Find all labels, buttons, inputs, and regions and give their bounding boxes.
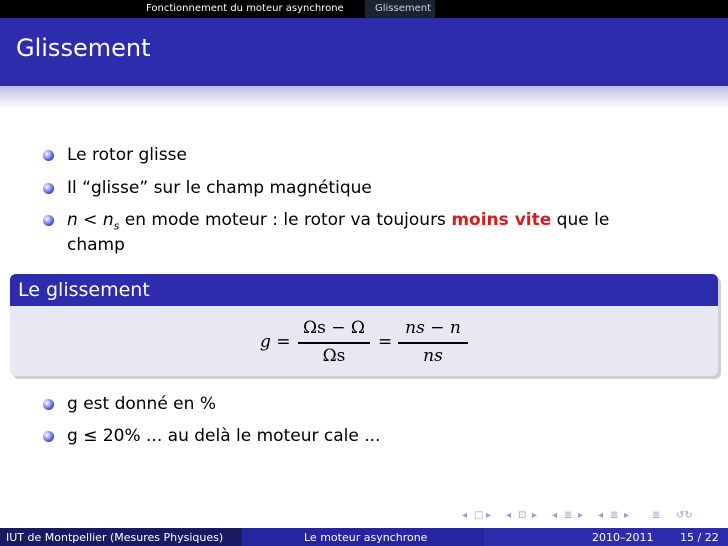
nav-prev-doc-icon[interactable]: ◂: [598, 510, 604, 521]
bullet-text: g ≤ 20% ... au delà le moteur cale ...: [67, 426, 381, 446]
bullet-text-line2: champ: [67, 235, 125, 255]
nav-section[interactable]: Fonctionnement du moteur asynchrone: [146, 3, 344, 14]
bullet-text: Il “glisse” sur le champ magnétique: [67, 178, 372, 198]
bullet-text: Le rotor glisse: [67, 145, 187, 165]
emphasis-text: moins vite: [451, 210, 552, 230]
nav-subsection-label: Glissement: [375, 3, 432, 14]
math-subscript: s: [113, 219, 120, 233]
fraction2-numerator: ns − n: [405, 318, 461, 338]
bullet-icon: [43, 399, 54, 410]
footer-author-label: IUT de Montpellier (Mesures Physiques): [6, 531, 224, 544]
fraction1-numerator: Ωs − Ω: [303, 318, 365, 338]
frame-title-bar: [0, 18, 728, 86]
block-title-bar: [10, 274, 718, 306]
footer-title: [242, 528, 484, 546]
bullet-icon: [43, 150, 54, 161]
nav-next-section-icon[interactable]: ▸: [578, 510, 584, 521]
slip-formula: [260, 318, 480, 368]
footer-page-number: 15 / 22: [680, 531, 719, 544]
nav-subsection-icon[interactable]: ⊡: [518, 510, 527, 521]
page-title: Glissement: [16, 34, 151, 62]
fraction1-bar: [298, 342, 370, 344]
nav-next-doc-icon[interactable]: ▸: [624, 510, 630, 521]
nav-appendix-icon[interactable]: ≣: [652, 510, 661, 521]
block-title: Le glissement: [18, 279, 150, 301]
math-n: n < n: [67, 210, 114, 230]
nav-prev-section-icon[interactable]: ◂: [552, 510, 558, 521]
text-mid: en mode moteur : le rotor va toujours: [119, 210, 452, 230]
bullet-icon: [43, 215, 54, 226]
nav-frame-icon[interactable]: □: [474, 510, 484, 521]
fraction2-denominator: ns: [423, 346, 443, 366]
fraction1-denominator: Ωs: [322, 346, 346, 366]
nav-prev-frame-icon[interactable]: ◂: [462, 510, 468, 521]
bullet-text: [67, 208, 609, 238]
nav-section-icon[interactable]: ≣: [564, 510, 573, 521]
formula-equals: =: [378, 332, 393, 352]
bullet-icon: [43, 431, 54, 442]
nav-doc-icon[interactable]: ≣: [610, 510, 619, 521]
fraction2-bar: [398, 342, 468, 344]
footer-info: [484, 528, 728, 546]
footer-year: 2010–2011: [592, 531, 654, 544]
footer-bar: [0, 528, 728, 546]
nav-prev-subsection-icon[interactable]: ◂: [506, 510, 512, 521]
nav-search-back-forward-icon[interactable]: ↺↻: [676, 510, 693, 521]
bullet-icon: [43, 183, 54, 194]
nav-subsection-current[interactable]: [365, 0, 435, 18]
nav-next-frame-icon[interactable]: ▸: [486, 510, 492, 521]
text-post: que le: [551, 210, 610, 230]
definition-block: [10, 274, 718, 376]
block-body: [10, 306, 718, 376]
footer-author: [0, 528, 242, 546]
formula-lhs: g =: [260, 332, 291, 352]
title-gradient: [0, 86, 728, 108]
bullet-text: g est donné en %: [67, 394, 216, 414]
footer-title-label: Le moteur asynchrone: [304, 531, 428, 544]
top-navigation-bar: [0, 0, 728, 18]
nav-next-subsection-icon[interactable]: ▸: [532, 510, 538, 521]
